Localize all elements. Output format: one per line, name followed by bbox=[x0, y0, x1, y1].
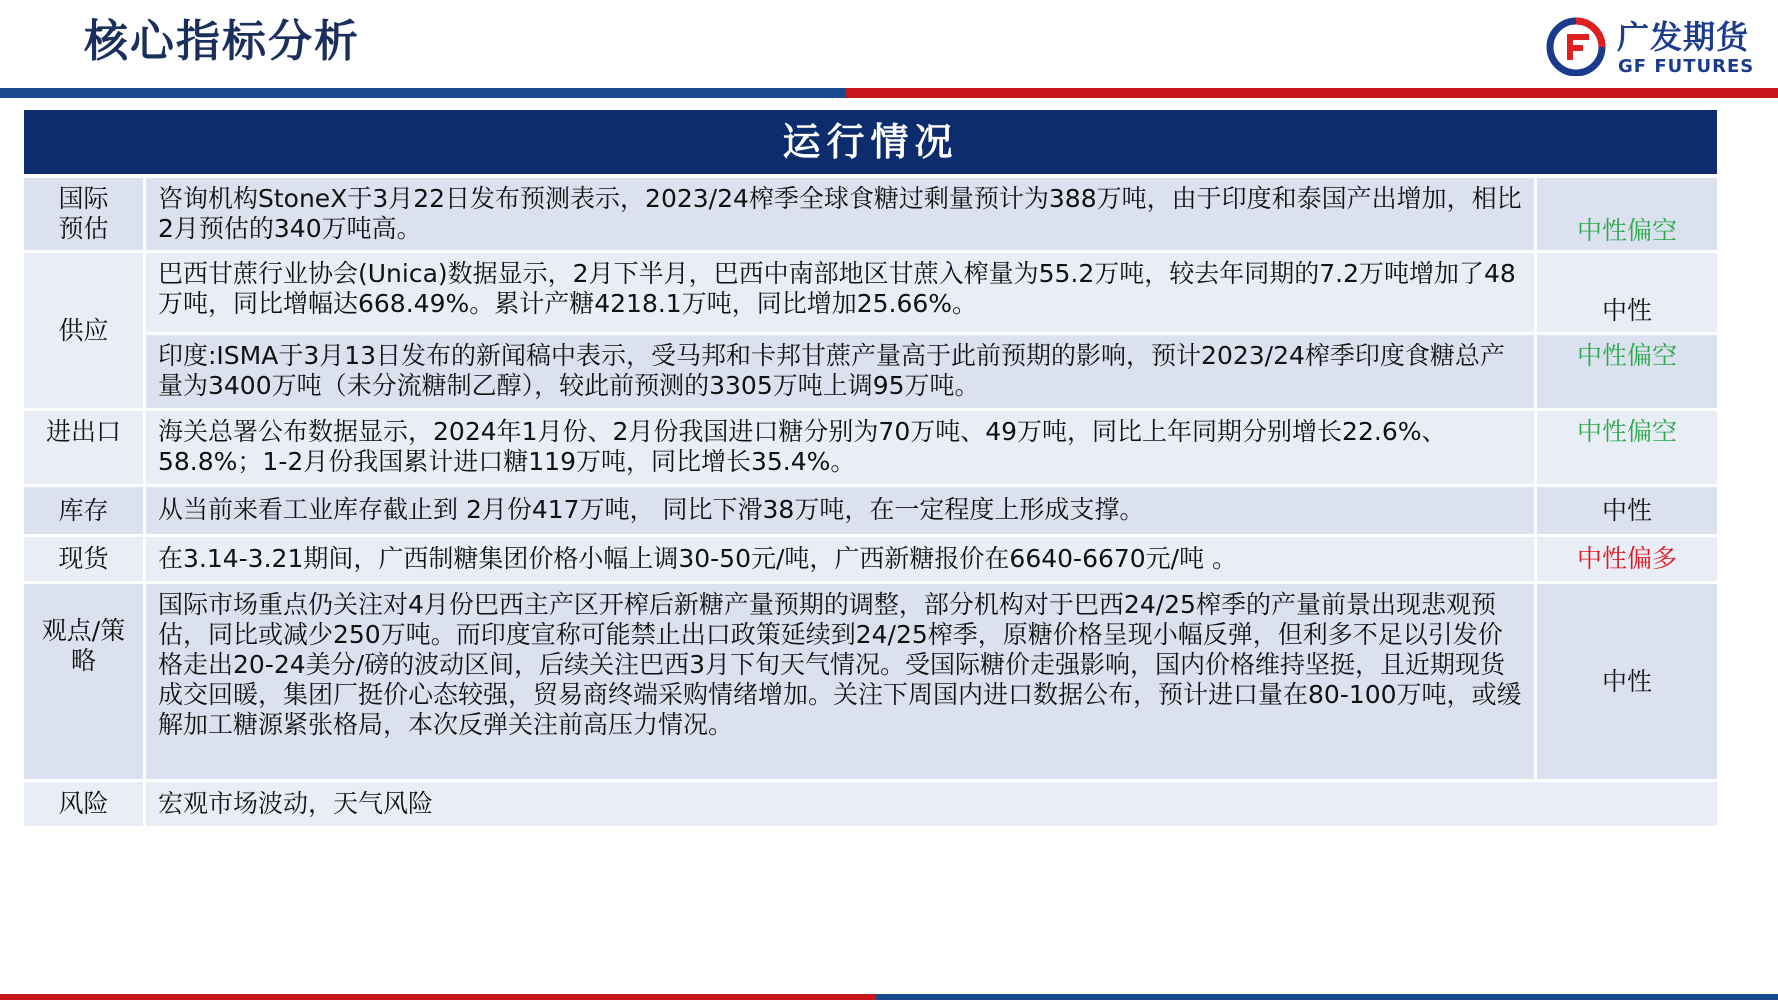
row-content-supply-brazil: 巴西甘蔗行业协会(Unica)数据显示，2月下半月，巴西中南部地区甘蔗入榨量为55.2万吨，较去年同期的7.2万吨增加了48万吨，同比增幅达668.49%。累计产糖4218.1万吨，同比增加25.66%。 bbox=[146, 253, 1534, 332]
row-content-inventory: 从当前来看工业库存截止到 2月份417万吨， 同比下滑38万吨，在一定程度上形成支撑。 bbox=[146, 487, 1534, 534]
row-assessment-supply-brazil bbox=[1537, 253, 1717, 332]
row-label-spot bbox=[24, 537, 143, 581]
table-title: 运行情况 bbox=[24, 110, 1717, 174]
row-label-text: 供应 bbox=[58, 315, 109, 345]
row-label-inventory bbox=[24, 487, 143, 534]
row-assessment-international bbox=[1537, 178, 1717, 250]
row-label-import-export bbox=[24, 411, 143, 484]
header-divider-red bbox=[846, 88, 1778, 98]
logo-english-name: GF FUTURES bbox=[1618, 56, 1755, 77]
row-assessment-import-export bbox=[1537, 411, 1717, 484]
row-assessment-spot bbox=[1537, 537, 1717, 581]
row-label-text: 库存 bbox=[58, 495, 109, 525]
row-label-supply bbox=[24, 253, 143, 408]
assessment-text: 中性 bbox=[1601, 495, 1652, 525]
row-label-text: 进出口 bbox=[45, 417, 121, 446]
page-title: 核心指标分析 bbox=[84, 16, 360, 67]
row-assessment-strategy bbox=[1537, 584, 1717, 779]
row-content-import-export: 海关总署公布数据显示，2024年1月份、2月份我国进口糖分别为70万吨、49万吨，同比上年同期分别增长22.6%、58.8%；1-2月份我国累计进口糖119万吨，同比增长35.4%。 bbox=[146, 411, 1534, 484]
assessment-text: 中性偏空 bbox=[1576, 341, 1677, 370]
assessment-text: 中性偏空 bbox=[1576, 417, 1677, 446]
row-label-text: 国际 预估 bbox=[58, 184, 109, 243]
row-label-text: 观点/策 略 bbox=[41, 616, 126, 675]
gf-logo-icon bbox=[1545, 14, 1607, 76]
footer-divider-blue bbox=[876, 994, 1778, 1000]
row-content-supply-india: 印度:ISMA于3月13日发布的新闻稿中表示，受马邦和卡邦甘蔗产量高于此前预期的影响，预计2023/24榨季印度食糖总产量为3400万吨（未分流糖制乙醇），较此前预测的3305万吨上调95万吨。 bbox=[146, 335, 1534, 408]
row-label-risk bbox=[24, 782, 143, 826]
row-label-international bbox=[24, 178, 143, 250]
row-label-text: 现货 bbox=[58, 544, 109, 573]
row-content-risk: 宏观市场波动，天气风险 bbox=[146, 782, 1717, 826]
header-divider-blue bbox=[0, 88, 846, 98]
row-label-strategy bbox=[24, 584, 143, 779]
footer-divider-red bbox=[0, 994, 876, 1000]
assessment-text: 中性偏空 bbox=[1576, 216, 1677, 245]
row-assessment-supply-india bbox=[1537, 335, 1717, 408]
row-assessment-inventory bbox=[1537, 487, 1717, 534]
assessment-text: 中性偏多 bbox=[1576, 544, 1677, 573]
company-logo bbox=[1545, 14, 1755, 84]
logo-chinese-name: 广发期货 bbox=[1617, 18, 1750, 56]
assessment-text: 中性 bbox=[1601, 296, 1652, 325]
row-content-strategy: 国际市场重点仍关注对4月份巴西主产区开榨后新糖产量预期的调整，部分机构对于巴西24/25榨季的产量前景出现悲观预估，同比或减少250万吨。而印度宣称可能禁止出口政策延续到24/25榨季，原糖价格呈现小幅反弹，但利多不足以引发价格走出20-24美分/磅的波动区间，后续关注巴西3月下旬天气情况。受国际糖价走强影响，国内价格维持坚挺，且近期现货成交回暖，集团厂挺价心态较强，贸易商终端采购情绪增加。关注下周国内进口数据公布，预计进口量在80-100万吨，或缓解加工糖源紧张格局，本次反弹关注前高压力情况。 bbox=[146, 584, 1534, 779]
row-label-text: 风险 bbox=[58, 789, 109, 818]
assessment-text: 中性 bbox=[1601, 666, 1652, 696]
row-content-international: 咨询机构StoneX于3月22日发布预测表示，2023/24榨季全球食糖过剩量预计为388万吨，由于印度和泰国产出增加，相比2月预估的340万吨高。 bbox=[146, 178, 1534, 250]
row-content-spot: 在3.14-3.21期间，广西制糖集团价格小幅上调30-50元/吨，广西新糖报价在6640-6670元/吨 。 bbox=[146, 537, 1534, 581]
